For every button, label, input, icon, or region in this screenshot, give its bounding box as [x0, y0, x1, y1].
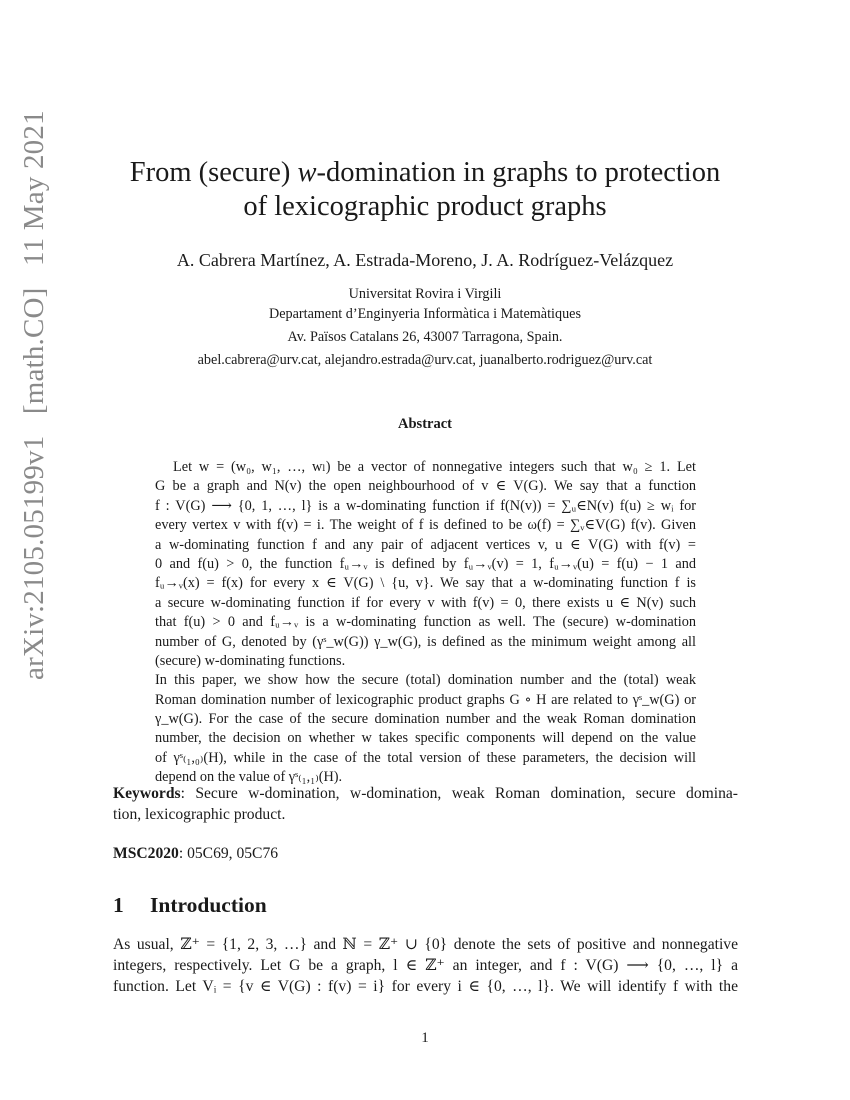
abstract-line: a secure w-dominating function if for every v with f(v) = 0, there exists u ∈ N(v) such [155, 594, 696, 611]
title-line-1: From (secure) w-domination in graphs to protection [129, 157, 721, 188]
abstract-line: that f(u) > 0 and fᵤ→ᵥ is a w-dominating function as well. The (secure) w-domination [155, 614, 696, 631]
author-emails: abel.cabrera@urv.cat, alejandro.estrada@urv.cat, juanalberto.rodriguez@urv.cat [197, 352, 653, 368]
page-number: 1 [421, 1030, 429, 1046]
abstract-line: of γˢ₍₁,₀₎(H), while in the case of the total version of these parameters, the decision will [155, 749, 696, 766]
section-heading-introduction [113, 893, 267, 918]
msc-classification [113, 843, 738, 864]
abstract-line: every vertex v with f(v) = i. The weight of f is defined to be ω(f) = ∑ᵥ∈V(G) f(v). Given [155, 517, 696, 534]
section-title: Introduction [150, 893, 267, 917]
abstract-line: number of G, denoted by (γˢ_w(G)) γ_w(G), is defined as the minimum weight among all [155, 633, 696, 650]
introduction-body [113, 934, 738, 997]
abstract-line: Let w = (w₀, w₁, …, wₗ) be a vector of nonnegative integers such that w₀ ≥ 1. Let [173, 459, 696, 475]
abstract-line: fᵤ→ᵥ(x) = f(x) for every x ∈ V(G) \ {u, v}. We say that a w-dominating function f is [155, 575, 696, 592]
keywords-label: Keywords [113, 785, 181, 802]
keywords-line: Keywords: Secure w-domination, w-domination, weak Roman domination, secure domina- [113, 785, 738, 802]
msc-codes: : 05C69, 05C76 [178, 845, 279, 862]
paper-title [0, 156, 850, 224]
arxiv-id: arXiv:2105.05199v1 [18, 435, 50, 680]
intro-line: integers, respectively. Let G be a graph, l ∈ ℤ⁺ an integer, and f : V(G) ⟶ {0, …, l} a [113, 957, 738, 974]
abstract-line: γ_w(G). For the case of the secure domination number and the weak Roman domination [155, 711, 696, 728]
abstract-line: number, the decision on whether w takes specific components will depend on the value [155, 730, 696, 747]
keywords [113, 783, 738, 825]
author-list: A. Cabrera Martínez, A. Estrada-Moreno, J. A. Rodríguez-Velázquez [176, 250, 674, 270]
intro-line: As usual, ℤ⁺ = {1, 2, 3, …} and ℕ = ℤ⁺ ∪ {0} denote the sets of positive and nonnegative [113, 936, 738, 953]
abstract-line: depend on the value of γˢ₍₁,₁₎(H). [155, 769, 343, 786]
msc-label: MSC2020 [113, 845, 179, 862]
affiliation-department: Departament d’Enginyeria Informàtica i Matemàtiques [268, 306, 581, 322]
abstract-line: (secure) w-dominating functions. [155, 652, 346, 669]
abstract-line: 0 and f(u) > 0, the function fᵤ→ᵥ is defined by fᵤ→ᵥ(v) = 1, fᵤ→ᵥ(u) = f(u) − 1 and [155, 555, 696, 572]
abstract-heading: Abstract [398, 416, 452, 432]
keywords-line: tion, lexicographic product. [113, 806, 286, 823]
arxiv-date: 11 May 2021 [18, 110, 50, 267]
affiliation-address: Av. Països Catalans 26, 43007 Tarragona, Spain. [287, 329, 563, 345]
abstract-line: G be a graph and N(v) the open neighbourhood of v ∈ V(G). We say that a function [155, 478, 696, 495]
abstract-line: a w-dominating function f and any pair of adjacent vertices v, u ∈ V(G) with f(v) = [155, 536, 696, 553]
title-line-2: of lexicographic product graphs [243, 191, 607, 222]
abstract-line: f : V(G) ⟶ {0, 1, …, l} is a w-dominating function if f(N(v)) = ∑ᵤ∈N(v) f(u) ≥ wᵢ for [155, 497, 696, 514]
intro-line: function. Let Vᵢ = {v ∈ V(G) : f(v) = i} for every i ∈ {0, …, l}. We will identify f with the [113, 978, 738, 995]
abstract-body [155, 458, 696, 788]
affiliation-university: Universitat Rovira i Virgili [348, 286, 502, 302]
abstract-line: Roman domination number of lexicographic product graphs G ∘ H are related to γˢ_w(G) or [155, 691, 696, 708]
abstract-line: In this paper, we show how the secure (total) domination number and the (total) weak [155, 672, 696, 689]
section-number: 1 [113, 893, 124, 917]
arxiv-category: [math.CO] [18, 287, 50, 415]
